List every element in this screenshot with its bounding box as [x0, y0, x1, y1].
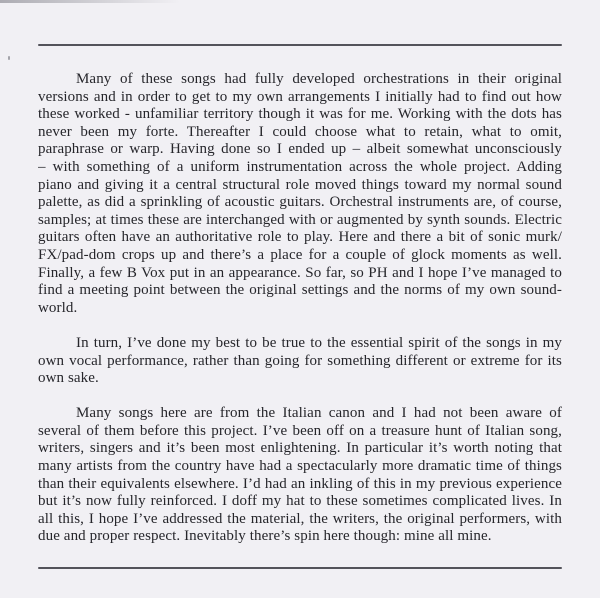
text-line: never been my forte. Thereafter I could choose what to retain, what to omit, [38, 123, 562, 140]
text-line: all this, I hope I’ve addressed the material, the writers, the original performers, with [38, 510, 562, 527]
bottom-horizontal-rule [38, 567, 562, 569]
text-line: – with something of a uniform instrumentation across the whole project. Adding [38, 158, 562, 175]
text-line: own vocal performance, rather than going for something different or extreme for its [38, 352, 562, 369]
scan-speck-artifact [8, 56, 10, 60]
text-line: FX/pad-dom crops up and there’s a place for a couple of glock moments as well. [38, 246, 562, 263]
text-line: palette, as did a sprinkling of acoustic guitars. Orchestral instruments are, of course, [38, 194, 562, 211]
text-line: find a meeting point between the original settings and the norms of my own sound- [38, 282, 562, 299]
text-line: many artists from the country have had a spectacularly more dramatic time of things [38, 458, 562, 475]
text-line: than their equivalents elsewhere. I’d had an inkling of this in my previous experience [38, 475, 562, 492]
text-line: Finally, a few B Vox put in an appearance. So far, so PH and I hope I’ve managed to [38, 264, 562, 281]
text-line: due and proper respect. Inevitably there’s spin here though: mine all mine. [38, 528, 492, 545]
text-line: In turn, I’ve done my best to be true to the essential spirit of the songs in my [76, 334, 562, 351]
paragraph [38, 335, 562, 388]
text-line: several of them before this project. I’ve been off on a treasure hunt of Italian song, [38, 422, 562, 439]
liner-notes-text [38, 71, 562, 546]
text-line: paraphrase or warp. Having done so I ended up – albeit somewhat unconsciously [38, 141, 562, 158]
text-line: but it’s now fully reinforced. I doff my hat to these sometimes complicated lives. In [38, 493, 562, 510]
paragraph [38, 71, 562, 317]
text-line: world. [38, 299, 78, 316]
text-line: Many of these songs had fully developed orchestrations in their original [76, 71, 562, 87]
scan-edge-artifact [0, 0, 180, 3]
text-line: these worked - unfamiliar territory though it was for me. Working with the dots has [38, 106, 562, 123]
text-line: writers, singers and it’s been most enlightening. In particular it’s worth noting that [38, 440, 562, 457]
text-line: own sake. [38, 370, 99, 387]
text-line: Many songs here are from the Italian canon and I had not been aware of [76, 405, 562, 422]
text-line: samples; at times these are interchanged with or augmented by synth sounds. Electric [38, 211, 562, 228]
text-line: piano and giving it a central structural role moved things toward my normal sound [38, 176, 562, 193]
top-horizontal-rule [38, 44, 562, 46]
text-line: versions and in order to get to my own arrangements I initially had to find out how [38, 88, 562, 105]
paragraph [38, 405, 562, 546]
text-line: guitars often have an authoritative role to play. Here and there a bit of sonic murk/ [38, 229, 562, 246]
